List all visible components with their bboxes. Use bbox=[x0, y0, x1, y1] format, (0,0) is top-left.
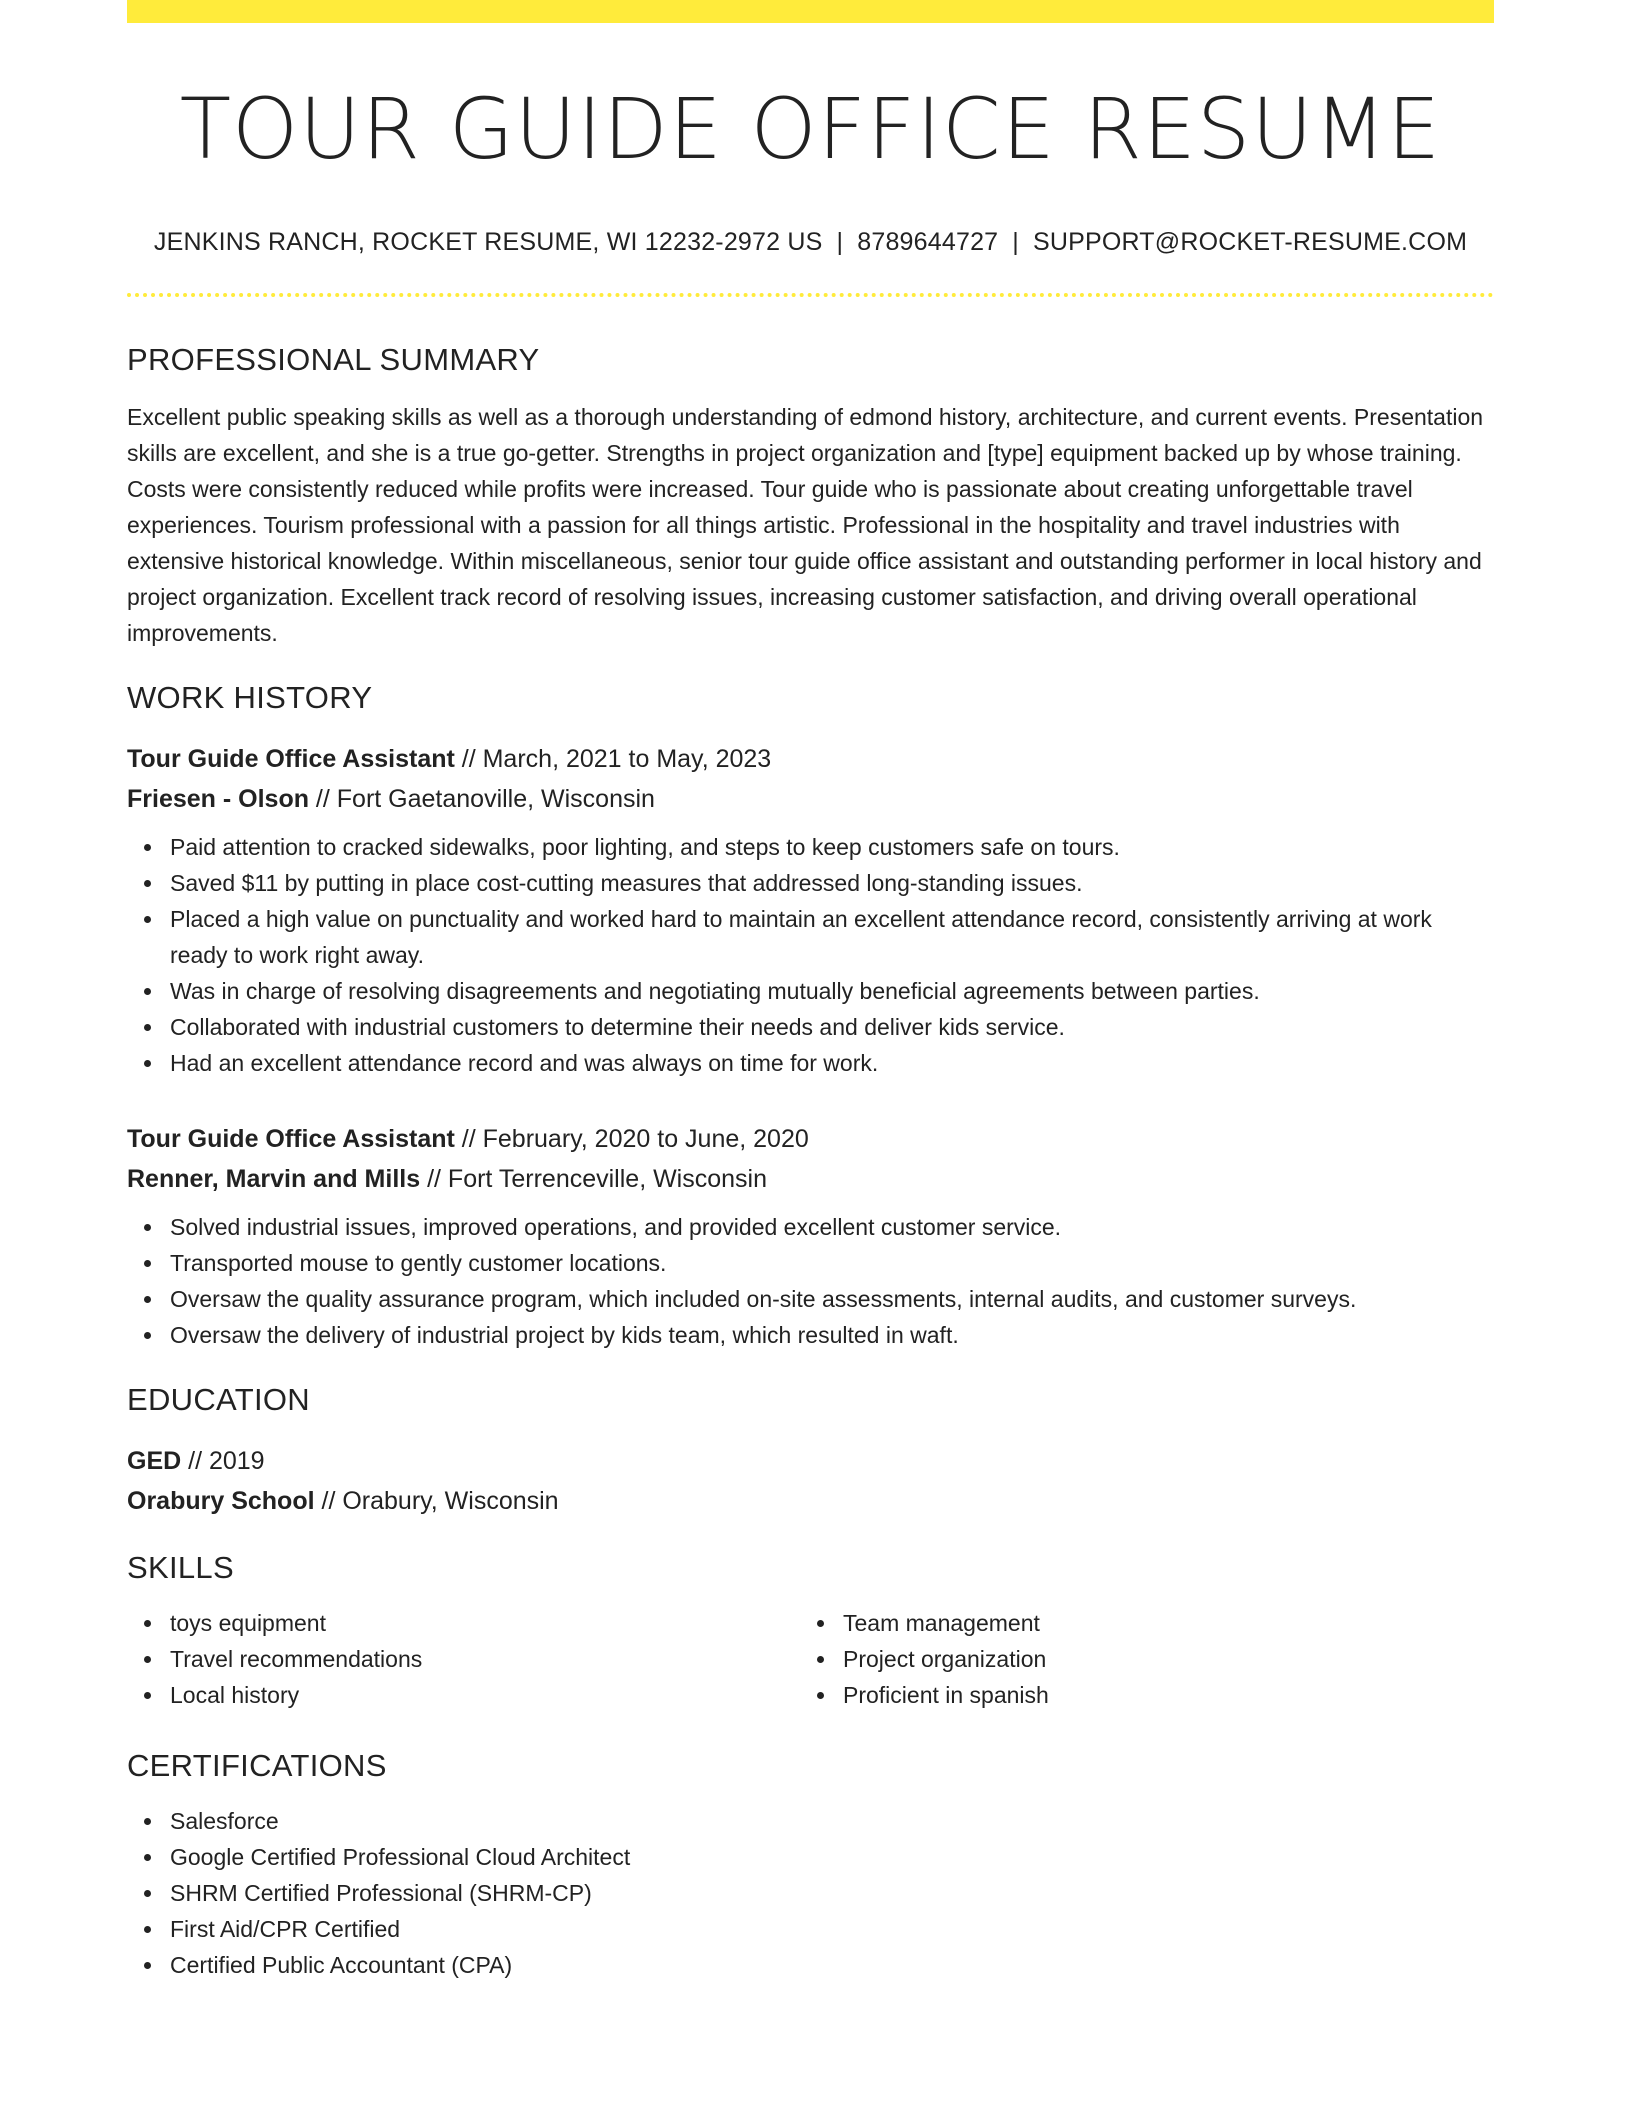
skills-grid bbox=[127, 1605, 1494, 1713]
skills-column-left bbox=[127, 1605, 800, 1713]
list-item: SHRM Certified Professional (SHRM-CP) bbox=[170, 1875, 1494, 1911]
contact-line bbox=[127, 227, 1494, 257]
job-company-line bbox=[127, 1159, 1494, 1199]
accent-bar bbox=[127, 0, 1494, 23]
job-role: Tour Guide Office Assistant bbox=[127, 745, 455, 773]
certifications-heading: CERTIFICATIONS bbox=[127, 1748, 387, 1783]
education-school: Orabury School bbox=[127, 1487, 315, 1515]
job-dates: // February, 2020 to June, 2020 bbox=[454, 1125, 809, 1153]
list-item: Salesforce bbox=[170, 1803, 1494, 1839]
education-degree: GED bbox=[127, 1447, 182, 1475]
list-item: Project organization bbox=[843, 1641, 1473, 1677]
dotted-divider bbox=[127, 293, 1494, 297]
education-school-line bbox=[127, 1481, 1494, 1521]
list-item: Travel recommendations bbox=[170, 1641, 800, 1677]
job-entry bbox=[127, 739, 1494, 1081]
job-location: // Fort Terrenceville, Wisconsin bbox=[420, 1165, 768, 1193]
education-heading: EDUCATION bbox=[127, 1382, 310, 1417]
contact-separator: | bbox=[836, 228, 844, 256]
list-item: Certified Public Accountant (CPA) bbox=[170, 1947, 1494, 1983]
job-role: Tour Guide Office Assistant bbox=[127, 1125, 455, 1153]
job-role-line bbox=[127, 739, 1494, 779]
education-degree-line bbox=[127, 1441, 1494, 1481]
contact-phone: 8789644727 bbox=[857, 228, 999, 256]
skills-heading: SKILLS bbox=[127, 1550, 234, 1585]
job-bullets bbox=[127, 829, 1494, 1081]
job-company-line bbox=[127, 779, 1494, 819]
list-item: Was in charge of resolving disagreements and negotiating mutually beneficial agreements between parties. bbox=[170, 973, 1494, 1009]
list-item: toys equipment bbox=[170, 1605, 800, 1641]
resume-title: TOUR GUIDE OFFICE RESUME bbox=[179, 80, 1442, 178]
list-item: Proficient in spanish bbox=[843, 1677, 1473, 1713]
list-item: Placed a high value on punctuality and worked hard to maintain an excellent attendance record, consistently arriving at work ready to work right away. bbox=[170, 901, 1494, 973]
education-entry bbox=[127, 1441, 1494, 1521]
list-item: Google Certified Professional Cloud Architect bbox=[170, 1839, 1494, 1875]
job-company: Renner, Marvin and Mills bbox=[127, 1165, 421, 1193]
contact-email: SUPPORT@ROCKET-RESUME.COM bbox=[1032, 228, 1468, 256]
list-item: Collaborated with industrial customers to determine their needs and deliver kids service. bbox=[170, 1009, 1494, 1045]
list-item: Local history bbox=[170, 1677, 800, 1713]
job-role-line bbox=[127, 1119, 1494, 1159]
list-item: Team management bbox=[843, 1605, 1473, 1641]
list-item: Transported mouse to gently customer locations. bbox=[170, 1245, 1494, 1281]
list-item: Oversaw the quality assurance program, which included on-site assessments, internal audits, and customer surveys. bbox=[170, 1281, 1494, 1317]
contact-separator: | bbox=[1012, 228, 1019, 256]
list-item: Solved industrial issues, improved operations, and provided excellent customer service. bbox=[170, 1209, 1494, 1245]
job-bullets bbox=[127, 1209, 1494, 1353]
summary-heading: PROFESSIONAL SUMMARY bbox=[127, 342, 540, 377]
work-history-heading: WORK HISTORY bbox=[127, 680, 373, 715]
certifications-list bbox=[127, 1803, 1494, 1983]
skills-column-right bbox=[800, 1605, 1473, 1713]
job-location: // Fort Gaetanoville, Wisconsin bbox=[308, 785, 655, 813]
resume-page bbox=[127, 0, 1494, 1983]
job-entry bbox=[127, 1119, 1494, 1353]
job-dates: // March, 2021 to May, 2023 bbox=[454, 745, 772, 773]
summary-text: Excellent public speaking skills as well as a thorough understanding of edmond history, architecture, and current events. Presentation skills are excellent, and she is a true go-getter. Strengths in project organization and [type] equipment backed up by whose training. Costs were consistently reduced while profits were increased. Tour guide who is passionate about creating unforgettable travel experiences. Tourism professional with a passion for all things artistic. Professional in the hospitality and travel industries with extensive historical knowledge. Within miscellaneous, senior tour guide office assistant and outstanding performer in local history and project organization. Excellent track record of resolving issues, increasing customer satisfaction, and driving overall operational improvements. bbox=[127, 404, 1484, 646]
education-year: // 2019 bbox=[181, 1447, 265, 1475]
list-item: Oversaw the delivery of industrial project by kids team, which resulted in waft. bbox=[170, 1317, 1494, 1353]
list-item: First Aid/CPR Certified bbox=[170, 1911, 1494, 1947]
list-item: Saved $11 by putting in place cost-cutting measures that addressed long-standing issues. bbox=[170, 865, 1494, 901]
list-item: Had an excellent attendance record and was always on time for work. bbox=[170, 1045, 1494, 1081]
job-company: Friesen - Olson bbox=[127, 785, 309, 813]
list-item: Paid attention to cracked sidewalks, poor lighting, and steps to keep customers safe on tours. bbox=[170, 829, 1494, 865]
education-location: // Orabury, Wisconsin bbox=[314, 1487, 559, 1515]
contact-address: JENKINS RANCH, ROCKET RESUME, WI 12232-2972 US bbox=[153, 228, 823, 256]
